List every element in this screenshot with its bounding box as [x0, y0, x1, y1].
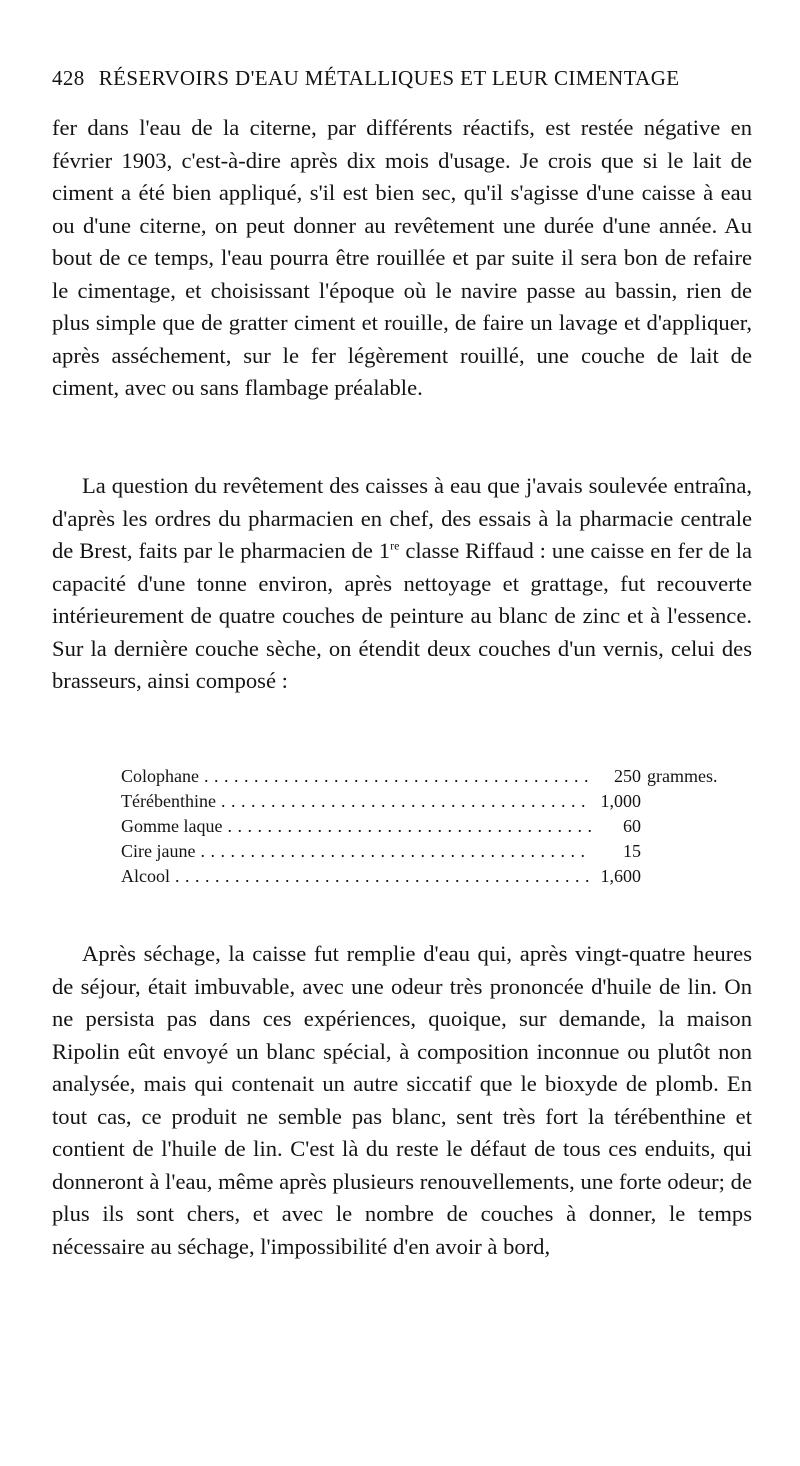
page-number: 428 [52, 66, 85, 90]
varnish-recipe-table [121, 764, 761, 889]
ingredient-quantity: 15 [623, 841, 641, 861]
ingredient-name: Cire jaune . . . [121, 839, 591, 864]
running-header [52, 66, 752, 91]
recipe-row [121, 864, 761, 889]
paragraph-varnish-trial [52, 470, 752, 698]
ingredient-name: Colophane . . . [121, 764, 591, 789]
recipe-row [121, 814, 761, 839]
recipe-row [121, 764, 761, 789]
ingredient-name: Térébenthine . . . [121, 789, 591, 814]
ingredient-quantity: 60 [623, 816, 641, 836]
ordinal-superscript: re [390, 538, 400, 553]
ingredient-quantity: 1,000 [600, 791, 641, 811]
recipe-row [121, 839, 761, 864]
paragraph-text-part-1: La question du revêtement des caisses à eau que j'avais soulevée entraîna, d'après les ordres du pharmacien en chef, des essais à la pharmacie centrale de Brest, faits par le pharmacien de 1 [52, 473, 752, 563]
paragraph-text-part-2: classe Riffaud : une caisse en fer de la capacité d'une tonne environ, après nettoyage et grattage, fut recouverte intérieurement de quatre couches de peinture au blanc de zinc et à l'essence. Sur la dernière couche sèche, on étendit deux couches d'un vernis, celui des brasseurs, ainsi composé : [52, 538, 752, 693]
paragraph-results: Après séchage, la caisse fut remplie d'eau qui, après vingt-quatre heures de séjour, était imbuvable, avec une odeur très prononcée d'huile de lin. On ne persista pas dans ces expériences, quoique, sur demande, la maison Ripolin eût envoyé un blanc spécial, à composition inconnue ou plutôt non analysée, mais qui contenait un autre siccatif que le bioxyde de plomb. En tout cas, ce produit ne semble pas blanc, sent très fort la térébenthine et contient de l'huile de lin. C'est là du reste le défaut de tous ces enduits, qui donneront à l'eau, même après plusieurs renouvellements, une forte odeur; de plus ils sont chers, et avec le nombre de couches à donner, le temps nécessaire au séchage, l'impossibilité d'en avoir à bord, [52, 941, 752, 1259]
recipe-row [121, 789, 761, 814]
quantity-unit: grammes. [647, 766, 718, 786]
paragraph-continuation: fer dans l'eau de la citerne, par différents réactifs, est restée négative en février 1903, c'est-à-dire après dix mois d'usage. Je crois que si le lait de ciment a été bien appliqué, s'il est bien sec, qu'il s'agisse d'une caisse à eau ou d'une citerne, on peut donner au revêtement une durée d'une année. Au bout de ce temps, l'eau pourra être rouillée et par suite il sera bon de refaire le cimentage, et choisissant l'époque où le navire passe au bassin, rien de plus simple que de gratter ciment et rouille, de faire un lavage et d'appliquer, après asséchement, sur le fer légèrement rouillé, une couche de lait de ciment, avec ou sans flambage préalable. [52, 115, 752, 400]
ingredient-name: Alcool . . . [121, 864, 591, 889]
ingredient-quantity: 1,600 [600, 866, 641, 886]
running-title: RÉSERVOIRS D'EAU MÉTALLIQUES ET LEUR CIMENTAGE [98, 66, 680, 90]
ingredient-name: Gomme laque . . . [121, 814, 591, 839]
ingredient-quantity: 250 [614, 766, 641, 786]
